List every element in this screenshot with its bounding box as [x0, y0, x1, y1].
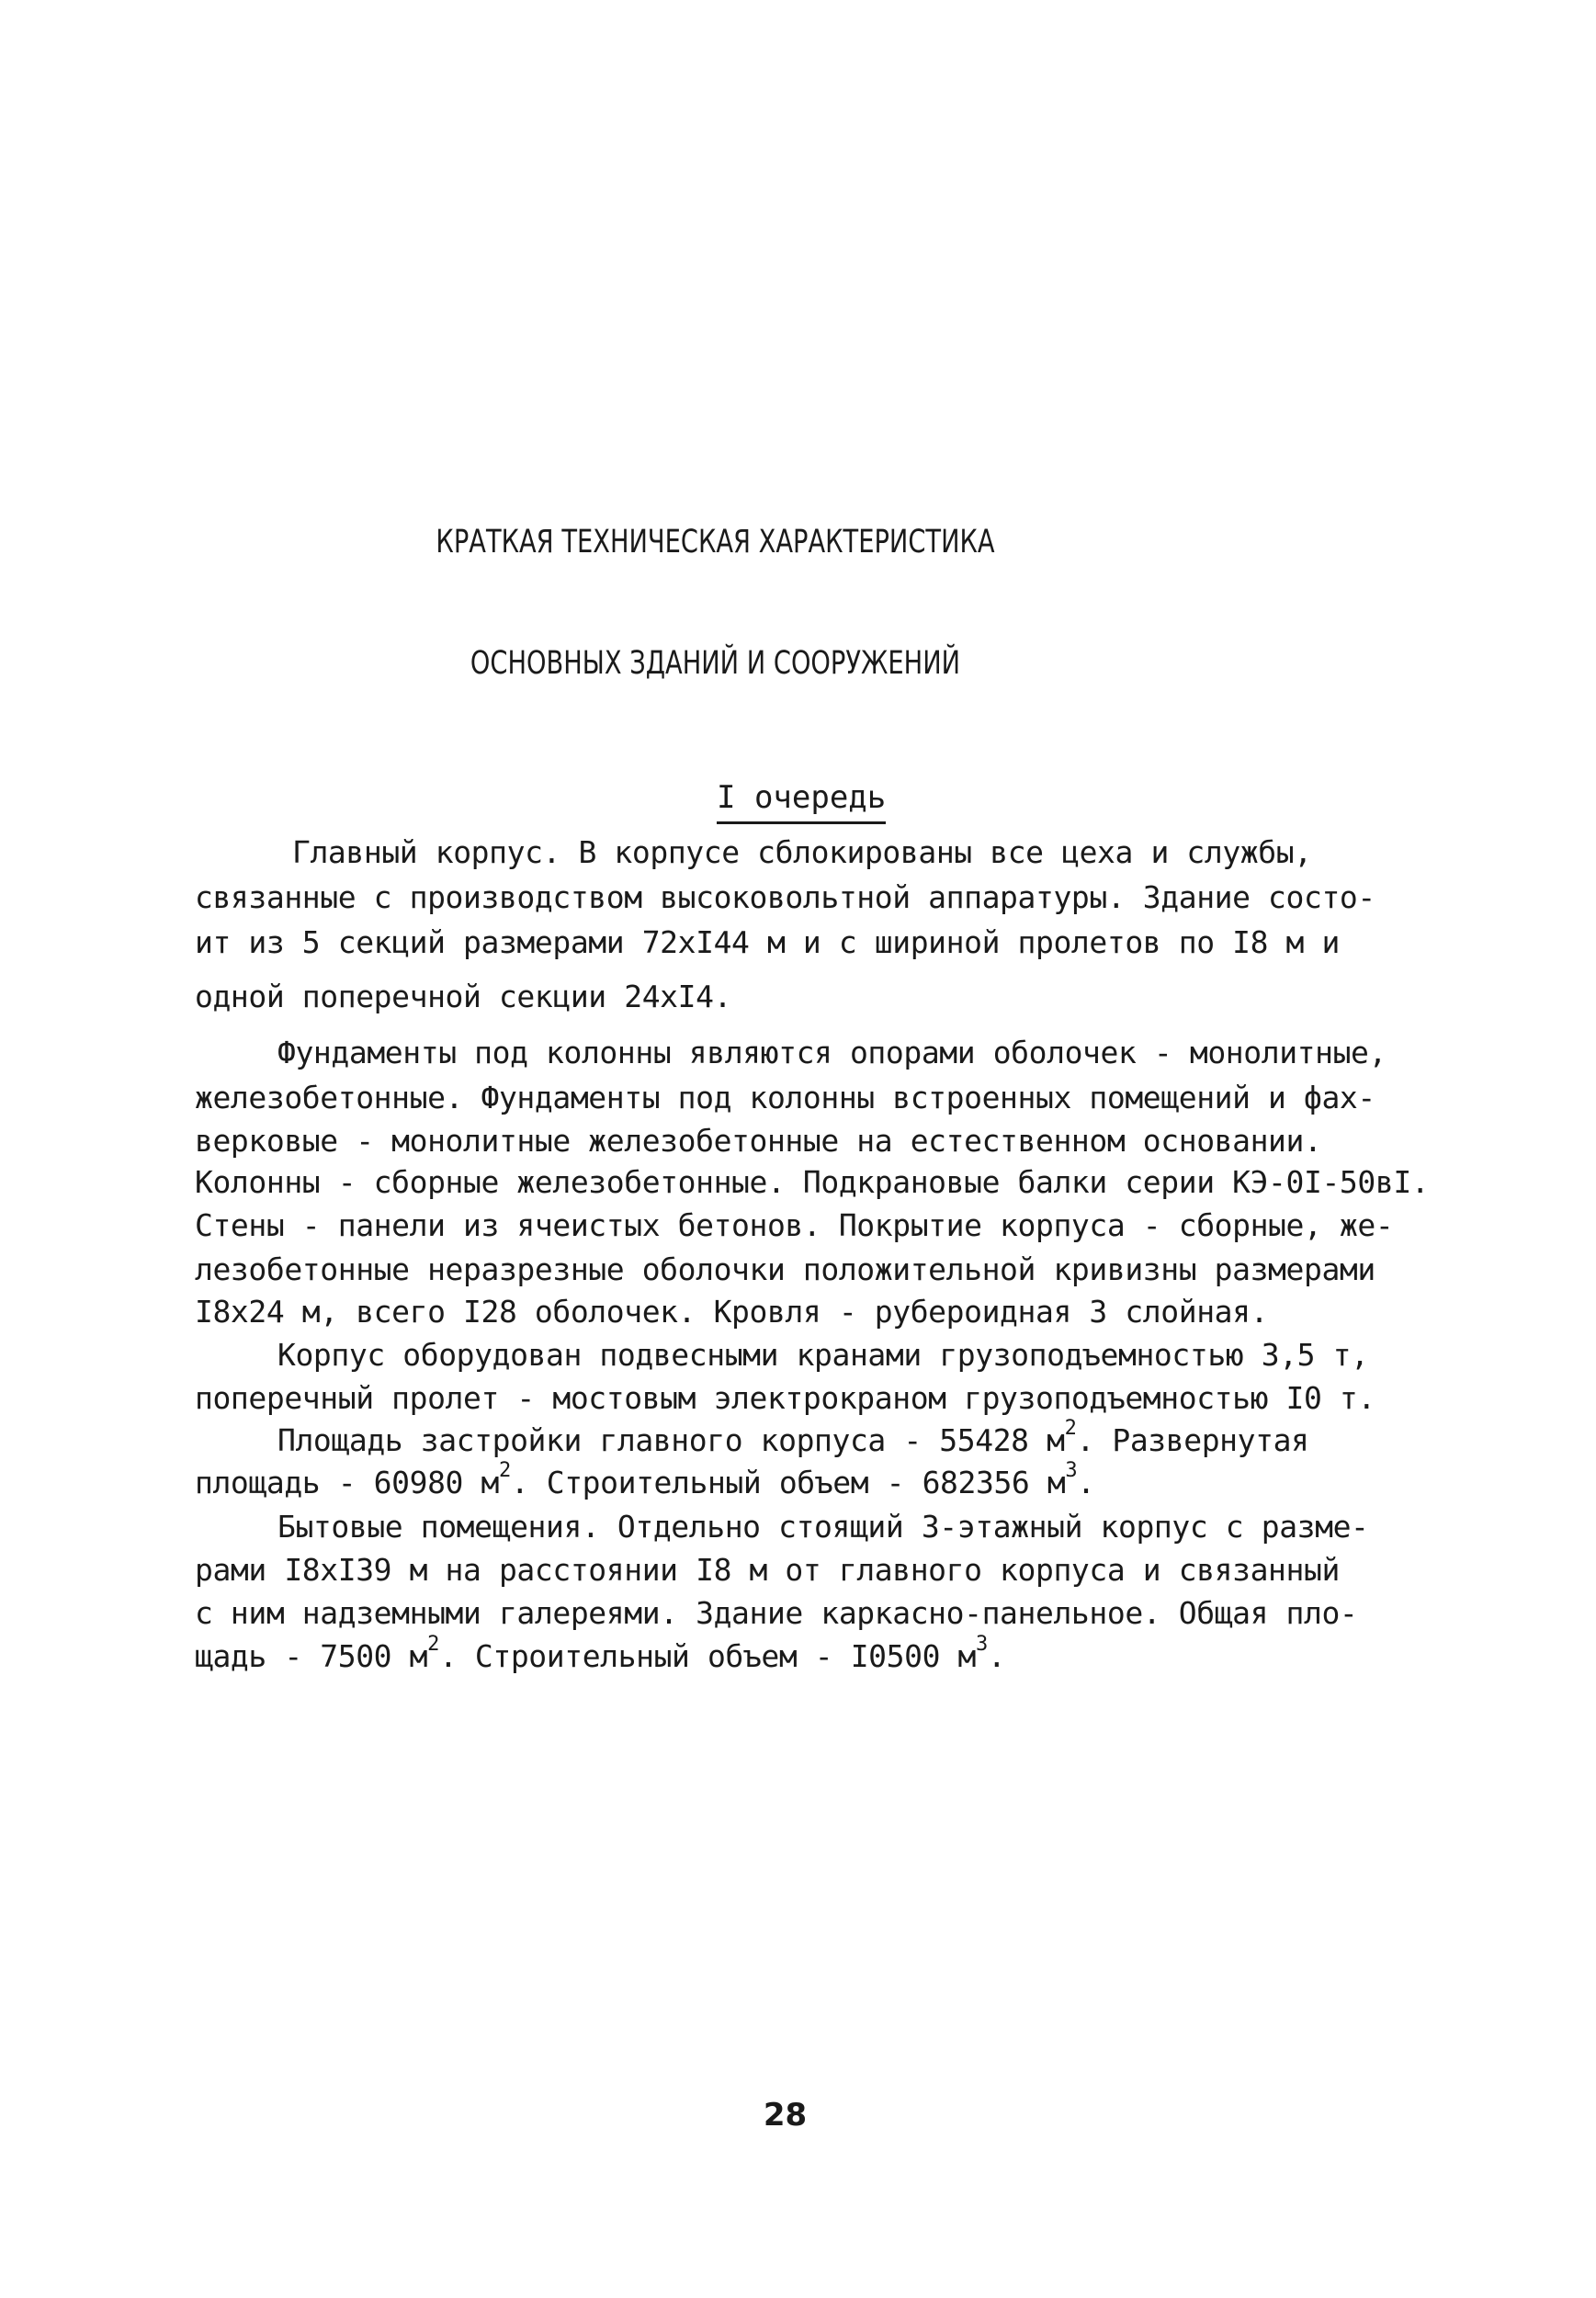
superscript: 3 — [975, 1633, 988, 1656]
superscript: 2 — [498, 1459, 511, 1482]
text-line: одной поперечной секции 24хI4. — [195, 979, 732, 1014]
text-line: Корпус оборудован подвесными кранами грузоподъемностью 3,5 т, — [277, 1337, 1369, 1373]
text-segment: Площадь застройки главного корпуса - 55428 м — [277, 1422, 1065, 1458]
text-line: железобетонные. Фундаменты под колонны встроенных помещений и фах- — [195, 1080, 1375, 1115]
text-segment: . Развернутая — [1076, 1422, 1309, 1458]
text-segment: щадь - 7500 м — [195, 1638, 428, 1674]
document-title: КРАТКАЯ ТЕХНИЧЕСКАЯ ХАРАКТЕРИСТИКА — [436, 524, 995, 560]
text-line: верковые - монолитные железобетонные на естественном основании. — [195, 1123, 1322, 1159]
text-line: Бытовые помещения. Отдельно стоящий 3-этажный корпус с разме- — [277, 1509, 1369, 1545]
text-segment: . Строительный объем - 682356 м — [510, 1465, 1066, 1500]
document-subtitle: ОСНОВНЫХ ЗДАНИЙ И СООРУЖЕНИЙ — [470, 645, 961, 682]
text-line: Фундаменты под колонны являются опорами оболочек - монолитные, — [277, 1035, 1387, 1070]
text-segment: . Строительный объем - I0500 м — [438, 1638, 976, 1674]
text-line: I8х24 м, всего I28 оболочек. Кровля - рубероидная 3 слойная. — [195, 1294, 1269, 1330]
text-line — [195, 1633, 1006, 1675]
text-line: связанные с производством высоковольтной аппаратуры. Здание состо- — [195, 879, 1375, 915]
text-line: рами I8хI39 м на расстоянии I8 м от главного корпуса и связанный — [195, 1552, 1340, 1588]
text-segment: . — [1077, 1465, 1095, 1500]
text-segment: . — [987, 1638, 1006, 1674]
text-line: ит из 5 секций размерами 72хI44 м и с шириной пролетов по I8 м и — [195, 924, 1340, 960]
text-line: Стены - панели из ячеистых бетонов. Покрытие корпуса - сборные, же- — [195, 1207, 1394, 1243]
text-line: Колонны - сборные железобетонные. Подкрановые балки серии КЭ-0I-50вI. — [195, 1164, 1430, 1200]
page-number: 28 — [763, 2097, 808, 2134]
text-line — [277, 1417, 1309, 1459]
superscript: 2 — [1064, 1417, 1077, 1440]
text-line: поперечный пролет - мостовым электрокраном грузоподъемностью I0 т. — [195, 1380, 1375, 1416]
text-segment: площадь - 60980 м — [195, 1465, 499, 1500]
section-title: I очередь — [717, 779, 886, 824]
text-line: лезобетонные неразрезные оболочки положительной кривизны размерами — [195, 1251, 1375, 1287]
superscript: 3 — [1065, 1459, 1078, 1482]
text-line: Главный корпус. В корпусе сблокированы все цеха и службы, — [292, 834, 1312, 870]
superscript: 2 — [427, 1633, 439, 1656]
text-line — [195, 1459, 1095, 1501]
text-line: с ним надземными галереями. Здание каркасно-панельное. Общая пло- — [195, 1595, 1358, 1631]
